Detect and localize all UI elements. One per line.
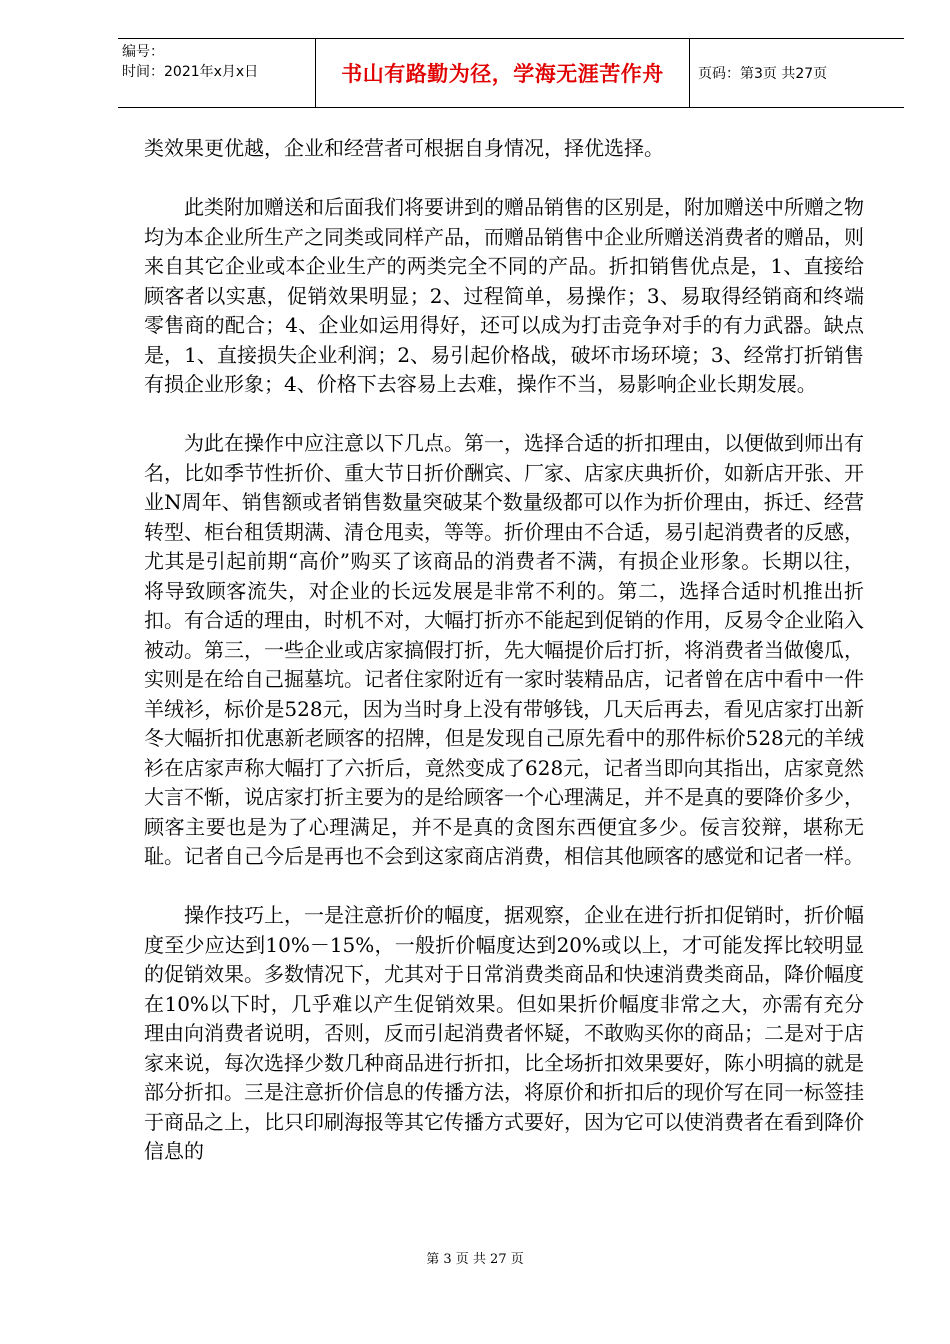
- document-time-label: 时间：2021年x月x日: [122, 64, 259, 80]
- page-footer: 第 3 页 共 27 页: [426, 1252, 524, 1267]
- header-meta: [118, 39, 316, 107]
- paragraph: 为此在操作中应注意以下几点。第一，选择合适的折扣理由，以便做到师出有名，比如季节性折价、重大节日折价酬宾、厂家、店家庆典折价，如新店开张、开业N周年、销售额或者销售数量突破某个数量级都可以作为折价理由，拆迁、经营转型、柜台租赁期满、清仓甩卖，等等。折价理由不合适，易引起消费者的反感，尤其是引起前期“高价”购买了该商品的消费者不满，有损企业形象。长期以往，将导致顾客流失，对企业的长远发展是非常不利的。第二，选择合适时机推出折扣。有合适的理由，时机不对，大幅打折亦不能起到促销的作用，反易令企业陷入被动。第三，一些企业或店家搞假打折，先大幅提价后打折，将消费者当做傻瓜，实则是在给自己掘墓坑。记者住家附近有一家时装精品店，记者曾在店中看中一件羊绒衫，标价是528元，因为当时身上没有带够钱，几天后再去，看见店家打出新冬大幅折扣优惠新老顾客的招牌，但是发现自己原先看中的那件标价528元的羊绒衫在店家声称大幅打了六折后，竟然变成了628元，记者当即向其指出，店家竟然大言不惭，说店家打折主要为的是给顾客一个心理满足，并不是真的要降价多少，顾客主要也是为了心理满足，并不是真的贪图东西便宜多少。佞言狡辩，堪称无耻。记者自己今后是再也不会到这家商店消费，相信其他顾客的感觉和记者一样。: [144, 431, 864, 868]
- document-body: [144, 134, 864, 1167]
- page-header: [118, 38, 904, 108]
- paragraph: 此类附加赠送和后面我们将要讲到的赠品销售的区别是，附加赠送中所赠之物均为本企业所生产之同类或同样产品，而赠品销售中企业所赠送消费者的赠品，则来自其它企业或本企业生产的两类完全不同的产品。折扣销售优点是，1、直接给顾客者以实惠，促销效果明显；2、过程简单，易操作；3、易取得经销商和终端零售商的配合；4、企业如运用得好，还可以成为打击竞争对手的有力武器。缺点是，1、直接损失企业利润；2、易引起价格战，破坏市场环境；3、经常打折销售有损企业形象；4、价格下去容易上去难，操作不当，易影响企业长期发展。: [144, 195, 864, 396]
- header-page-number: 页码：第3页 共27页: [698, 66, 828, 82]
- paragraph-continuation: 类效果更优越，企业和经营者可根据自身情况，择优选择。: [144, 136, 664, 160]
- header-motto: 书山有路勤为径，学海无涯苦作舟: [316, 39, 690, 107]
- document-number-label: 编号：: [122, 44, 164, 60]
- paragraph: 操作技巧上，一是注意折价的幅度，据观察，企业在进行折扣促销时，折价幅度至少应达到10%－15%，一般折价幅度达到20%或以上，才可能发挥比较明显的促销效果。多数情况下，尤其对于日常消费类商品和快速消费类商品，降价幅度在10%以下时，几乎难以产生促销效果。但如果折价幅度非常之大，亦需有充分理由向消费者说明，否则，反而引起消费者怀疑，不敢购买你的商品；二是对于店家来说，每次选择少数几种商品进行折扣，比全场折扣效果要好，陈小明搞的就是部分折扣。三是注意折价信息的传播方法，将原价和折扣后的现价写在同一标签挂于商品之上，比只印刷海报等其它传播方式要好，因为它可以使消费者在看到降价信息的: [144, 903, 864, 1163]
